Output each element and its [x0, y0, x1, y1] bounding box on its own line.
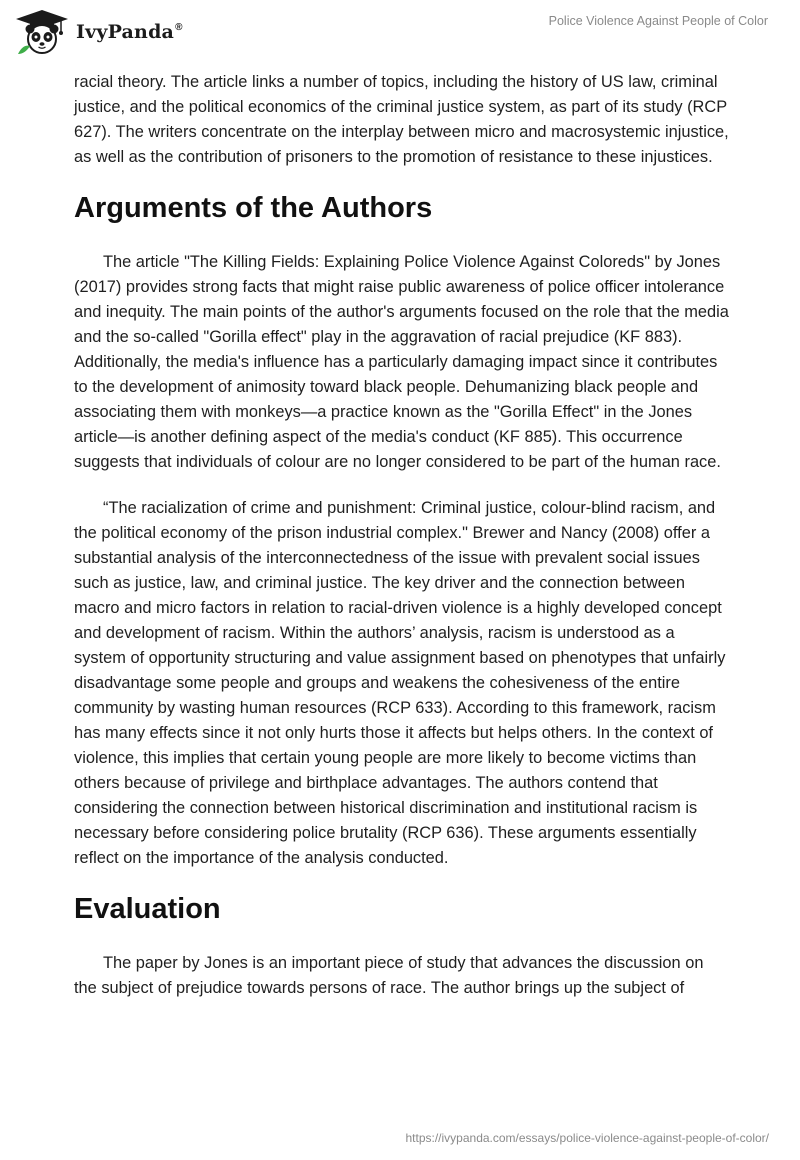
- page-header: [0, 0, 800, 60]
- panda-graduate-icon: [14, 8, 70, 56]
- paragraph: racial theory. The article links a number of topics, including the history of US law, criminal justice, and the political economics of the criminal justice system, as part of its study (RCP 627). The writers concentrate on the interplay between micro and macrosystemic injustice, as well as the contribution of prisoners to the promotion of resistance to these injustices.: [74, 73, 729, 166]
- document-title: Police Violence Against People of Color: [548, 14, 768, 28]
- ivypanda-logo[interactable]: [14, 8, 183, 56]
- source-url[interactable]: https://ivypanda.com/essays/police-violence-against-people-of-color/: [405, 1131, 769, 1145]
- paragraph: The article "The Killing Fields: Explaining Police Violence Against Coloreds" by Jones (2017) provides strong facts that might raise public awareness of police officer intolerance and inequity. The main points of the author's arguments focused on the role that the media and the so-called "Gorilla effect" play in the aggravation of racial prejudice (KF 883). Additionally, the media's influence has a particularly damaging impact since it contributes to the development of animosity toward black people. Dehumanizing black people and associating them with monkeys—a practice known as the "Gorilla Effect" in the Jones article—is another defining aspect of the media's conduct (KF 885). This occurrence suggests that individuals of colour are no longer considered to be part of the human race.: [74, 253, 729, 471]
- paragraph: “The racialization of crime and punishment: Criminal justice, colour-blind racism, and the political economy of the prison industrial complex." Brewer and Nancy (2008) offer a substantial analysis of the interconnectedness of the issue with prevalent social issues such as justice, law, and criminal justice. The key driver and the connection between macro and micro factors in relation to racial-driven violence is a highly developed concept and development of racism. Within the authors’ analysis, racism is understood as a system of opportunity structuring and value assignment based on phenotypes that unfairly disadvantage some people and groups and weakens the cohesiveness of the entire community by wasting human resources (RCP 633). According to this framework, racism has many effects since it not only hurts those it affects but helps others. In the context of violence, this implies that certain young people are more likely to become victims than others because of privilege and birthplace advantages. The authors contend that considering the connection between historical discrimination and institutional racism is necessary before considering police brutality (RCP 636). These arguments essentially reflect on the importance of the analysis conducted.: [74, 499, 726, 867]
- section-heading: Arguments of the Authors: [74, 192, 433, 224]
- section-heading: Evaluation: [74, 893, 221, 925]
- brand-name: IvyPanda®: [76, 21, 183, 43]
- essay-body: [74, 70, 729, 1022]
- paragraph: The paper by Jones is an important piece of study that advances the discussion on the subject of prejudice towards persons of race. The author brings up the subject of: [74, 954, 704, 997]
